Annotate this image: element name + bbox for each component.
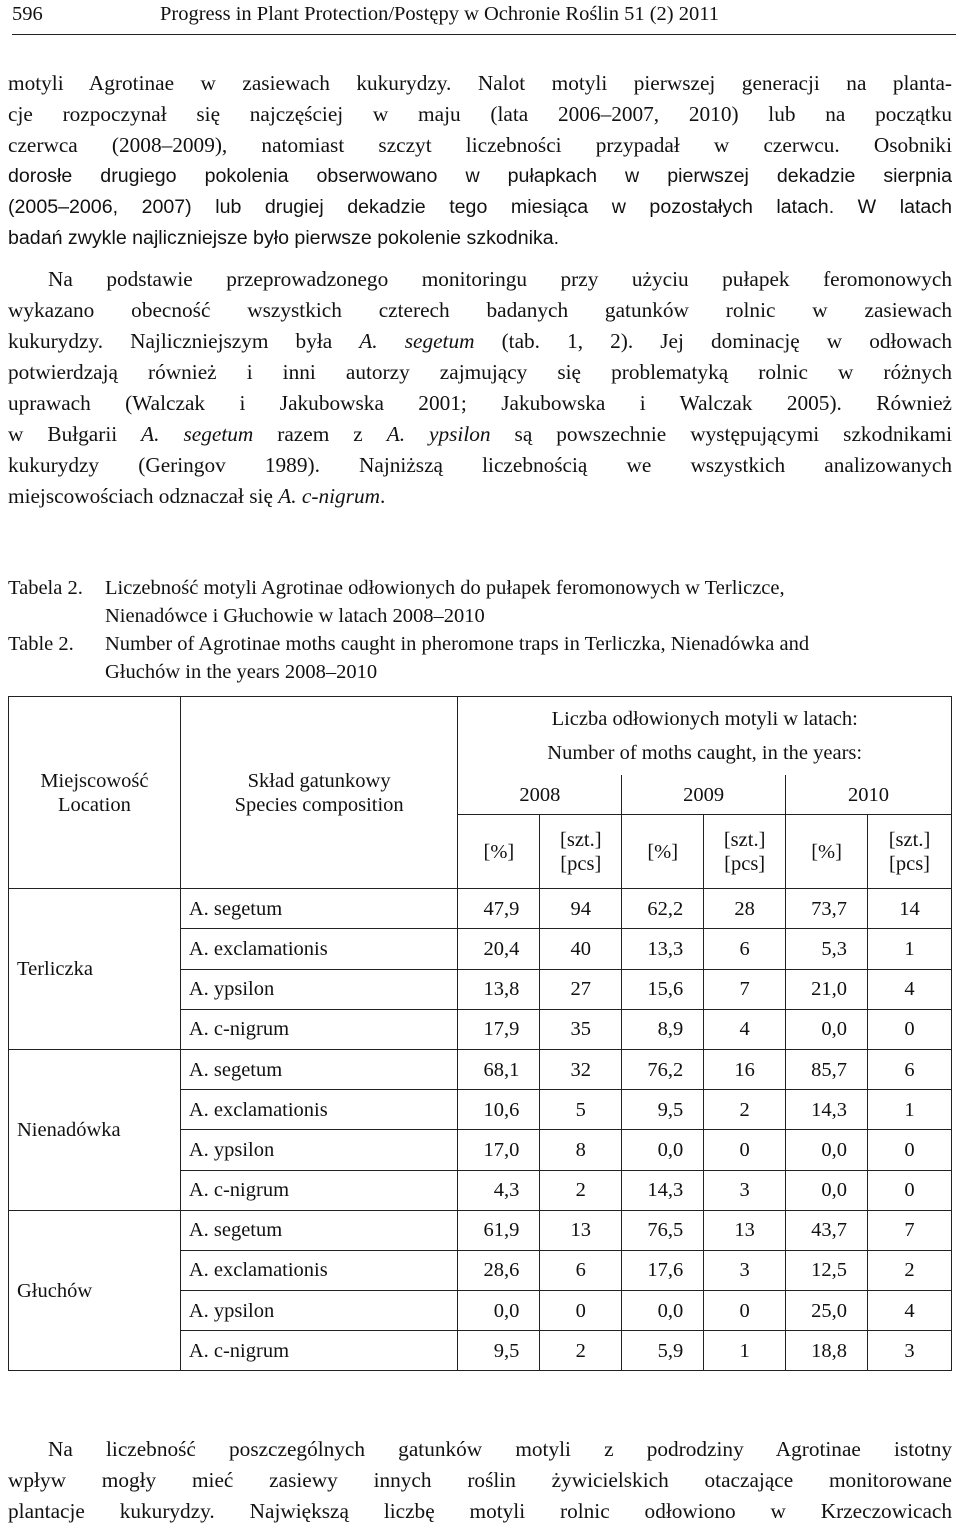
text-line: badań zwykle najliczniejsze było pierwsze pokolenie szkodnika. <box>8 227 560 249</box>
species-cell: A. exclamationis <box>180 1250 458 1290</box>
paragraph-2 <box>8 264 952 512</box>
count-cell: 27 <box>540 969 622 1009</box>
species-cell: A. exclamationis <box>180 1090 458 1130</box>
percent-cell: 17,9 <box>458 1009 540 1049</box>
percent-cell: 9,5 <box>622 1090 704 1130</box>
paragraph-3 <box>8 1434 952 1527</box>
count-cell: 1 <box>868 1090 952 1130</box>
percent-cell: 9,5 <box>458 1331 540 1371</box>
count-cell: 2 <box>704 1090 786 1130</box>
count-cell: 0 <box>868 1170 952 1210</box>
count-cell: 7 <box>868 1210 952 1250</box>
unit-pcs-header: [szt.] [pcs] <box>868 815 952 889</box>
species-cell: A. c-nigrum <box>180 1331 458 1371</box>
percent-cell: 5,3 <box>786 929 868 969</box>
data-table <box>8 696 952 1371</box>
percent-cell: 20,4 <box>458 929 540 969</box>
page-number: 596 <box>12 3 43 25</box>
species-name: A. c-nigrum <box>278 484 380 508</box>
table-row <box>9 1210 952 1250</box>
percent-cell: 13,3 <box>622 929 704 969</box>
count-cell: 16 <box>704 1049 786 1089</box>
count-cell: 3 <box>704 1250 786 1290</box>
count-cell: 6 <box>868 1049 952 1089</box>
species-cell: A. ypsilon <box>180 1291 458 1331</box>
count-cell: 2 <box>540 1170 622 1210</box>
species-cell: A. segetum <box>180 1049 458 1089</box>
percent-cell: 47,9 <box>458 889 540 929</box>
species-cell: A. exclamationis <box>180 929 458 969</box>
percent-cell: 85,7 <box>786 1049 868 1089</box>
count-cell: 2 <box>868 1250 952 1290</box>
text-line: cje rozpoczynał się najczęściej w maju (lata 2006–2007, 2010) lub na początku <box>8 102 952 126</box>
location-cell: Nienadówka <box>9 1049 181 1210</box>
count-header: Liczba odłowionych motyli w latach: Number of moths caught, in the years: <box>458 697 952 776</box>
percent-cell: 61,9 <box>458 1210 540 1250</box>
count-cell: 3 <box>704 1170 786 1210</box>
journal-title: Progress in Plant Protection/Postępy w Ochronie Roślin 51 (2) 2011 <box>160 3 719 25</box>
table-caption <box>8 574 952 686</box>
percent-cell: 0,0 <box>786 1130 868 1170</box>
percent-cell: 25,0 <box>786 1291 868 1331</box>
percent-cell: 14,3 <box>786 1090 868 1130</box>
percent-cell: 15,6 <box>622 969 704 1009</box>
percent-cell: 0,0 <box>458 1291 540 1331</box>
count-cell: 1 <box>704 1331 786 1371</box>
table-row <box>9 1049 952 1089</box>
caption-text-en: Number of Agrotinae moths caught in pheromone traps in Terliczka, Nienadówka and <box>105 633 810 655</box>
percent-cell: 76,2 <box>622 1049 704 1089</box>
table-header-row <box>9 697 952 776</box>
location-cell: Terliczka <box>9 889 181 1050</box>
text-line: kukurydzy (Geringov 1989). Najniższą liczebnością we wszystkich analizowanych <box>8 453 952 477</box>
species-name: A. segetum <box>141 422 254 446</box>
species-cell: A. c-nigrum <box>180 1009 458 1049</box>
paragraph-1 <box>8 68 952 254</box>
percent-cell: 76,5 <box>622 1210 704 1250</box>
unit-pcs-header: [szt.] [pcs] <box>540 815 622 889</box>
percent-cell: 4,3 <box>458 1170 540 1210</box>
count-cell: 4 <box>868 1291 952 1331</box>
text-line: miejscowościach odznaczał się A. c-nigrum. <box>8 484 386 508</box>
unit-pcs-header: [szt.] [pcs] <box>704 815 786 889</box>
percent-cell: 10,6 <box>458 1090 540 1130</box>
text-line: wpływ mogły mieć zasiewy innych roślin żywicielskich otaczające monitorowane <box>8 1468 952 1492</box>
unit-pct-header: [%] <box>786 815 868 889</box>
percent-cell: 0,0 <box>622 1291 704 1331</box>
count-cell: 0 <box>704 1130 786 1170</box>
count-cell: 35 <box>540 1009 622 1049</box>
caption-text-pl: Liczebność motyli Agrotinae odłowionych do pułapek feromonowych w Terliczce, <box>105 577 785 599</box>
count-cell: 0 <box>704 1291 786 1331</box>
count-cell: 32 <box>540 1049 622 1089</box>
species-name: A. segetum <box>359 329 475 353</box>
text-line: potwierdzają również i inni autorzy zajmujący się problematyką rolnic w różnych <box>8 360 952 384</box>
text-line: Na liczebność poszczególnych gatunków motyli z podrodziny Agrotinae istotny <box>48 1437 952 1461</box>
percent-cell: 17,6 <box>622 1250 704 1290</box>
table-row <box>9 889 952 929</box>
percent-cell: 28,6 <box>458 1250 540 1290</box>
year-header: 2008 <box>458 775 622 815</box>
percent-cell: 0,0 <box>786 1009 868 1049</box>
count-cell: 40 <box>540 929 622 969</box>
percent-cell: 21,0 <box>786 969 868 1009</box>
species-name: A. ypsilon <box>386 422 491 446</box>
count-cell: 3 <box>868 1331 952 1371</box>
count-cell: 6 <box>704 929 786 969</box>
count-cell: 7 <box>704 969 786 1009</box>
year-header: 2009 <box>622 775 786 815</box>
percent-cell: 8,9 <box>622 1009 704 1049</box>
species-cell: A. c-nigrum <box>180 1170 458 1210</box>
count-cell: 6 <box>540 1250 622 1290</box>
count-cell: 4 <box>868 969 952 1009</box>
caption-text-pl: Nienadówce i Głuchowie w latach 2008–2010 <box>105 605 485 627</box>
text-line: wykazano obecność wszystkich czterech badanych gatunków rolnic w zasiewach <box>8 298 952 322</box>
percent-cell: 62,2 <box>622 889 704 929</box>
count-cell: 0 <box>868 1130 952 1170</box>
percent-cell: 17,0 <box>458 1130 540 1170</box>
text-line: Na podstawie przeprowadzonego monitoringu przy użyciu pułapek feromonowych <box>48 267 952 291</box>
count-cell: 13 <box>704 1210 786 1250</box>
percent-cell: 5,9 <box>622 1331 704 1371</box>
percent-cell: 18,8 <box>786 1331 868 1371</box>
count-cell: 0 <box>868 1009 952 1049</box>
unit-pct-header: [%] <box>622 815 704 889</box>
text-line: czerwca (2008–2009), natomiast szczyt liczebności przypadał w czerwcu. Osobniki <box>8 133 952 157</box>
count-cell: 28 <box>704 889 786 929</box>
caption-label-en: Table 2. <box>8 633 74 655</box>
percent-cell: 13,8 <box>458 969 540 1009</box>
percent-cell: 12,5 <box>786 1250 868 1290</box>
text-line: (2005–2006, 2007) lub drugiej dekadzie tego miesiąca w pozostałych latach. W latach <box>8 196 952 218</box>
count-cell: 2 <box>540 1331 622 1371</box>
count-cell: 0 <box>540 1291 622 1331</box>
percent-cell: 0,0 <box>622 1130 704 1170</box>
count-cell: 5 <box>540 1090 622 1130</box>
count-cell: 4 <box>704 1009 786 1049</box>
percent-cell: 14,3 <box>622 1170 704 1210</box>
text-line: kukurydzy. Najliczniejszym była A. segetum (tab. 1, 2). Jej dominację w odłowach <box>8 329 953 353</box>
percent-cell: 43,7 <box>786 1210 868 1250</box>
count-cell: 14 <box>868 889 952 929</box>
species-cell: A. segetum <box>180 889 458 929</box>
count-cell: 1 <box>868 929 952 969</box>
text-line: w Bułgarii A. segetum razem z A. ypsilon są powszechnie występującymi szkodnikami <box>8 422 952 446</box>
text-line: uprawach (Walczak i Jakubowska 2001; Jakubowska i Walczak 2005). Również <box>8 391 952 415</box>
species-cell: A. ypsilon <box>180 1130 458 1170</box>
text-line: dorosłe drugiego pokolenia obserwowano w pułapkach w pierwszej dekadzie sierpnia <box>8 165 952 187</box>
count-cell: 94 <box>540 889 622 929</box>
caption-label-pl: Tabela 2. <box>8 577 83 599</box>
location-cell: Głuchów <box>9 1210 181 1371</box>
unit-pct-header: [%] <box>458 815 540 889</box>
page-header <box>12 2 956 35</box>
text-line: motyli Agrotinae w zasiewach kukurydzy. Nalot motyli pierwszej generacji na planta- <box>8 71 952 95</box>
year-header: 2010 <box>786 775 952 815</box>
species-header: Skład gatunkowy Species composition <box>180 697 458 889</box>
percent-cell: 0,0 <box>786 1170 868 1210</box>
percent-cell: 73,7 <box>786 889 868 929</box>
species-cell: A. ypsilon <box>180 969 458 1009</box>
count-cell: 13 <box>540 1210 622 1250</box>
percent-cell: 68,1 <box>458 1049 540 1089</box>
species-cell: A. segetum <box>180 1210 458 1250</box>
text-line: plantacje kukurydzy. Największą liczbę motyli rolnic odłowiono w Krzeczowicach <box>8 1499 952 1523</box>
count-cell: 8 <box>540 1130 622 1170</box>
location-header: Miejscowość Location <box>9 697 181 889</box>
caption-text-en: Głuchów in the years 2008–2010 <box>105 661 378 683</box>
